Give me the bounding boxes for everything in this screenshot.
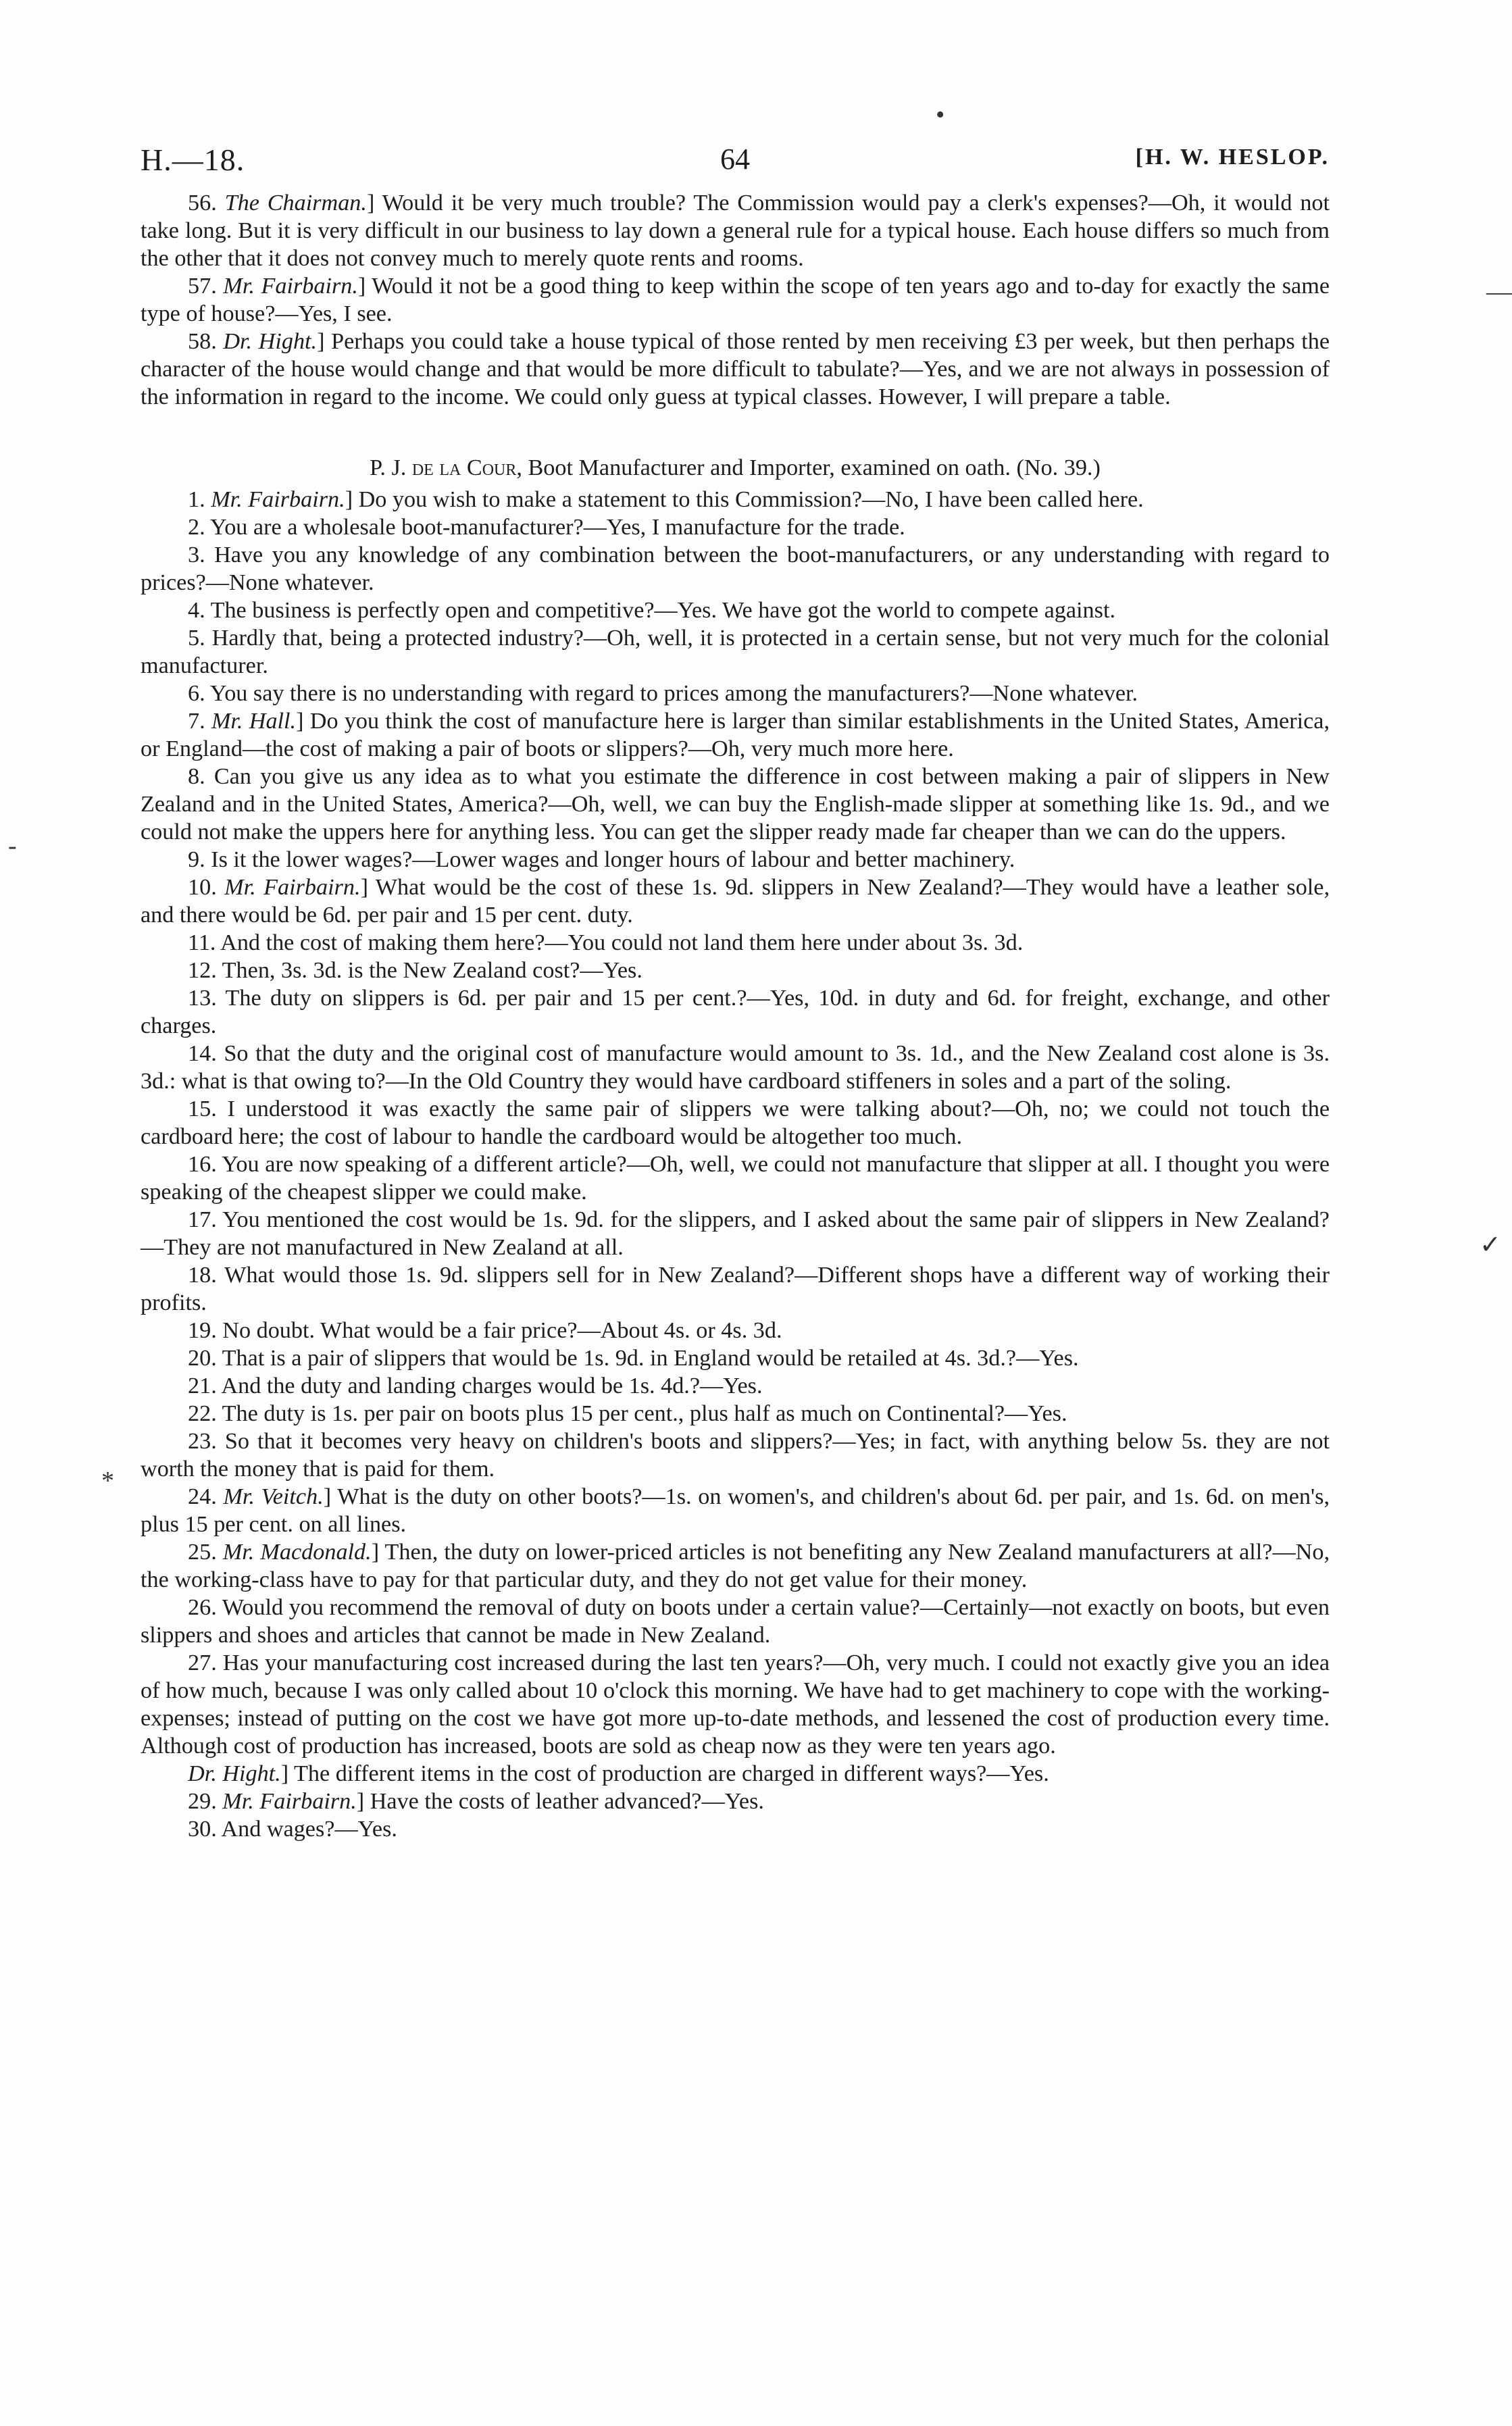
testimony-section: [141, 486, 1330, 1843]
question-number: 21.: [188, 1373, 217, 1398]
question-number: 3.: [188, 542, 205, 567]
question-number: 10.: [188, 875, 217, 900]
question-paragraph: [141, 1649, 1330, 1760]
speaker-name: Dr. Hight.: [188, 1761, 281, 1786]
speaker-name: Mr. Fairbairn.: [211, 487, 345, 512]
witness-heading: [141, 454, 1330, 482]
question-text: You mentioned the cost would be 1s. 9d. for the slippers, and I asked about the same pair of slippers in New Zealand?—They are not manufactured in New Zealand at all.: [141, 1207, 1330, 1260]
speaker-name: Mr. Veitch.: [223, 1484, 324, 1509]
question-text: ] Have the costs of leather advanced?—Yes.: [356, 1789, 764, 1814]
question-text: You say there is no understanding with regard to prices among the manufacturers?—None whatever.: [209, 681, 1138, 706]
question-text: And wages?—Yes.: [221, 1817, 397, 1842]
stray-mark: *: [101, 1467, 114, 1495]
stray-mark: •: [936, 101, 945, 129]
question-text: I understood it was exactly the same pair of slippers we were talking about?—Oh, no; we could not touch the cardboard here; the cost of labour to handle the cardboard would be altogether too much.: [141, 1096, 1330, 1149]
question-number: 26.: [188, 1595, 217, 1620]
question-paragraph: [141, 513, 1330, 541]
question-text: ] Would it be very much trouble? The Commission would pay a clerk's expenses?—Oh, it would not take long. But it is very difficult in our business to lay down a general rule for a typical house. Each house differs so much from the other that it does not convey much to merely quote rents and rooms.: [141, 191, 1330, 271]
question-text: So that the duty and the original cost of manufacture would amount to 3s. 1d., and the New Zealand cost alone is 3s. 3d.: what is that owing to?—In the Old Country they would have cardboard stiffeners in soles and a part of the soling.: [141, 1041, 1330, 1094]
question-text: ] Perhaps you could take a house typical of those rented by men receiving £3 per week, but then perhaps the character of the house would change and that would be more difficult to tabulate?—Yes, and we are not always in possession of the information in regard to the income. We could only guess at typical classes. However, I will prepare a table.: [141, 329, 1330, 409]
question-number: 17.: [188, 1207, 217, 1232]
question-number: 5.: [188, 626, 205, 651]
question-number: 23.: [188, 1429, 217, 1454]
question-paragraph: [141, 486, 1330, 513]
question-paragraph: [141, 1427, 1330, 1483]
page-number: 64: [720, 143, 750, 176]
question-paragraph: [141, 1760, 1330, 1788]
question-text: ] The different items in the cost of production are charged in different ways?—Yes.: [280, 1761, 1049, 1786]
witness-initials: P. J.: [370, 455, 407, 480]
question-text: So that it becomes very heavy on children's boots and slippers?—Yes; in fact, with anything below 5s. they are not worth the money that is paid for them.: [141, 1429, 1330, 1482]
speaker-name: Mr. Macdonald.: [222, 1540, 372, 1565]
question-text: Have you any knowledge of any combination between the boot-manufacturers, or any understanding with regard to prices?—None whatever.: [141, 542, 1330, 595]
question-text: Then, 3s. 3d. is the New Zealand cost?—Yes.: [222, 958, 642, 983]
question-text: ] What would be the cost of these 1s. 9d. slippers in New Zealand?—They would have a leather sole, and there would be 6d. per pair and 15 per cent. duty.: [141, 875, 1330, 928]
question-text: And the cost of making them here?—You could not land them here under about 3s. 3d.: [220, 930, 1024, 955]
question-number: 7.: [188, 709, 205, 734]
question-text: What would those 1s. 9d. slippers sell for in New Zealand?—Different shops have a different way of working their profits.: [141, 1263, 1330, 1315]
question-number: 15.: [188, 1096, 217, 1121]
question-text: Would you recommend the removal of duty on boots under a certain value?—Certainly—not exactly on boots, but even slippers and shoes and articles that cannot be made in New Zealand.: [141, 1595, 1330, 1648]
question-paragraph: [141, 929, 1330, 957]
question-number: 13.: [188, 986, 217, 1011]
question-paragraph: [141, 1317, 1330, 1344]
question-number: 58.: [188, 329, 217, 354]
stray-mark: —: [1486, 278, 1512, 306]
stray-mark: -: [8, 832, 17, 860]
question-paragraph: [141, 707, 1330, 763]
question-text: ] What is the duty on other boots?—1s. on women's, and children's about 6d. per pair, and 1s. 6d. on men's, plus 15 per cent. on all lines.: [141, 1484, 1330, 1537]
question-paragraph: [141, 1372, 1330, 1400]
question-paragraph: [141, 597, 1330, 624]
question-paragraph: [141, 272, 1330, 328]
question-paragraph: [141, 984, 1330, 1040]
question-paragraph: [141, 1151, 1330, 1206]
question-text: And the duty and landing charges would be 1s. 4d.?—Yes.: [221, 1373, 763, 1398]
speaker-name: Dr. Hight.: [223, 329, 318, 354]
question-text: Has your manufacturing cost increased during the last ten years?—Oh, very much. I could not exactly give you an idea of how much, because I was only called about 10 o'clock this morning. We have had to get machinery to cope with the working-expenses; instead of putting on the cost we have got more up-to-date methods, and lessened the cost of production every time. Although cost of production has increased, boots are sold as cheap now as they were ten years ago.: [141, 1650, 1330, 1759]
speaker-name: Mr. Hall.: [211, 709, 297, 734]
tick-mark-icon: ✓: [1480, 1231, 1501, 1259]
question-paragraph: [141, 1040, 1330, 1095]
question-paragraph: [141, 1261, 1330, 1317]
question-paragraph: [141, 189, 1330, 272]
question-paragraph: [141, 680, 1330, 707]
question-paragraph: [141, 1400, 1330, 1427]
intro-section: [141, 189, 1330, 411]
witness-running-head: [H. W. HESLOP.: [1135, 145, 1330, 170]
question-paragraph: [141, 1095, 1330, 1151]
question-number: 14.: [188, 1041, 217, 1066]
question-number: 24.: [188, 1484, 217, 1509]
question-number: 12.: [188, 958, 217, 983]
question-number: 30.: [188, 1817, 217, 1842]
page-header: [141, 128, 1330, 189]
question-number: 2.: [188, 515, 205, 540]
question-text: No doubt. What would be a fair price?—About 4s. or 4s. 3d.: [222, 1318, 782, 1343]
question-paragraph: [141, 1538, 1330, 1594]
question-number: 19.: [188, 1318, 217, 1343]
witness-description: , Boot Manufacturer and Importer, examined on oath. (No. 39.): [516, 455, 1101, 480]
parliamentary-paper-ref: H.—18.: [141, 143, 245, 177]
speaker-name: Mr. Fairbairn.: [224, 875, 361, 900]
question-text: The duty is 1s. per pair on boots plus 15 per cent., plus half as much on Continental?—Yes.: [222, 1401, 1067, 1426]
document-page: [141, 128, 1330, 1843]
question-number: 16.: [188, 1152, 217, 1177]
question-text: Can you give us any idea as to what you estimate the difference in cost between making a pair of slippers in New Zealand and in the United States, America?—Oh, well, we can buy the English-made slipper at something like 1s. 9d., and we could not make the uppers here for anything less. You can get the slipper ready made far cheaper than we can do the uppers.: [141, 764, 1330, 844]
question-text: The duty on slippers is 6d. per pair and 15 per cent.?—Yes, 10d. in duty and 6d. for freight, exchange, and other charges.: [141, 986, 1330, 1038]
question-paragraph: [141, 763, 1330, 846]
question-paragraph: [141, 846, 1330, 874]
question-paragraph: [141, 1594, 1330, 1649]
question-text: ] Would it not be a good thing to keep within the scope of ten years ago and to-day for exactly the same type of house?—Yes, I see.: [141, 274, 1330, 326]
question-paragraph: [141, 1815, 1330, 1843]
question-text: ] Do you think the cost of manufacture here is larger than similar establishments in the United States, America, or England—the cost of making a pair of boots or slippers?—Oh, very much more here.: [141, 709, 1330, 761]
question-paragraph: [141, 541, 1330, 597]
question-paragraph: [141, 1483, 1330, 1538]
question-text: That is a pair of slippers that would be 1s. 9d. in England would be retailed at 4s. 3d.?—Yes.: [222, 1346, 1079, 1371]
question-number: 20.: [188, 1346, 217, 1371]
question-number: 29.: [188, 1789, 217, 1814]
question-text: You are a wholesale boot-manufacturer?—Yes, I manufacture for the trade.: [209, 515, 905, 540]
question-number: 9.: [188, 847, 205, 872]
speaker-name: Mr. Fairbairn.: [223, 274, 358, 299]
question-number: 56.: [188, 191, 217, 216]
question-number: 4.: [188, 598, 205, 623]
question-number: 22.: [188, 1401, 217, 1426]
question-paragraph: [141, 624, 1330, 680]
question-text: The business is perfectly open and competitive?—Yes. We have got the world to compete against.: [210, 598, 1115, 623]
question-text: ] Do you wish to make a statement to this Commission?—No, I have been called here.: [345, 487, 1144, 512]
question-number: 1.: [188, 487, 205, 512]
speaker-name: Mr. Fairbairn.: [222, 1789, 357, 1814]
question-paragraph: [141, 874, 1330, 929]
question-number: 8.: [188, 764, 205, 789]
question-number: 27.: [188, 1650, 217, 1675]
speaker-name: The Chairman.: [224, 191, 367, 216]
question-number: 11.: [188, 930, 216, 955]
document-body: [141, 189, 1330, 1843]
question-text: ] Then, the duty on lower-priced articles is not benefiting any New Zealand manufacturers at all?—No, the working-class have to pay for that particular duty, and they do not get value for their money.: [141, 1540, 1330, 1592]
question-text: Hardly that, being a protected industry?—Oh, well, it is protected in a certain sense, but not very much for the colonial manufacturer.: [141, 626, 1330, 678]
question-paragraph: [141, 957, 1330, 984]
question-paragraph: [141, 1344, 1330, 1372]
question-paragraph: [141, 328, 1330, 411]
question-number: 18.: [188, 1263, 217, 1288]
question-text: You are now speaking of a different article?—Oh, well, we could not manufacture that slipper at all. I thought you were speaking of the cheapest slipper we could make.: [141, 1152, 1330, 1205]
question-paragraph: [141, 1788, 1330, 1815]
question-number: 25.: [188, 1540, 217, 1565]
question-paragraph: [141, 1206, 1330, 1261]
witness-surname: de la Cour: [411, 455, 517, 480]
question-number: 6.: [188, 681, 205, 706]
question-text: Is it the lower wages?—Lower wages and longer hours of labour and better machinery.: [211, 847, 1015, 872]
question-number: 57.: [188, 274, 217, 299]
